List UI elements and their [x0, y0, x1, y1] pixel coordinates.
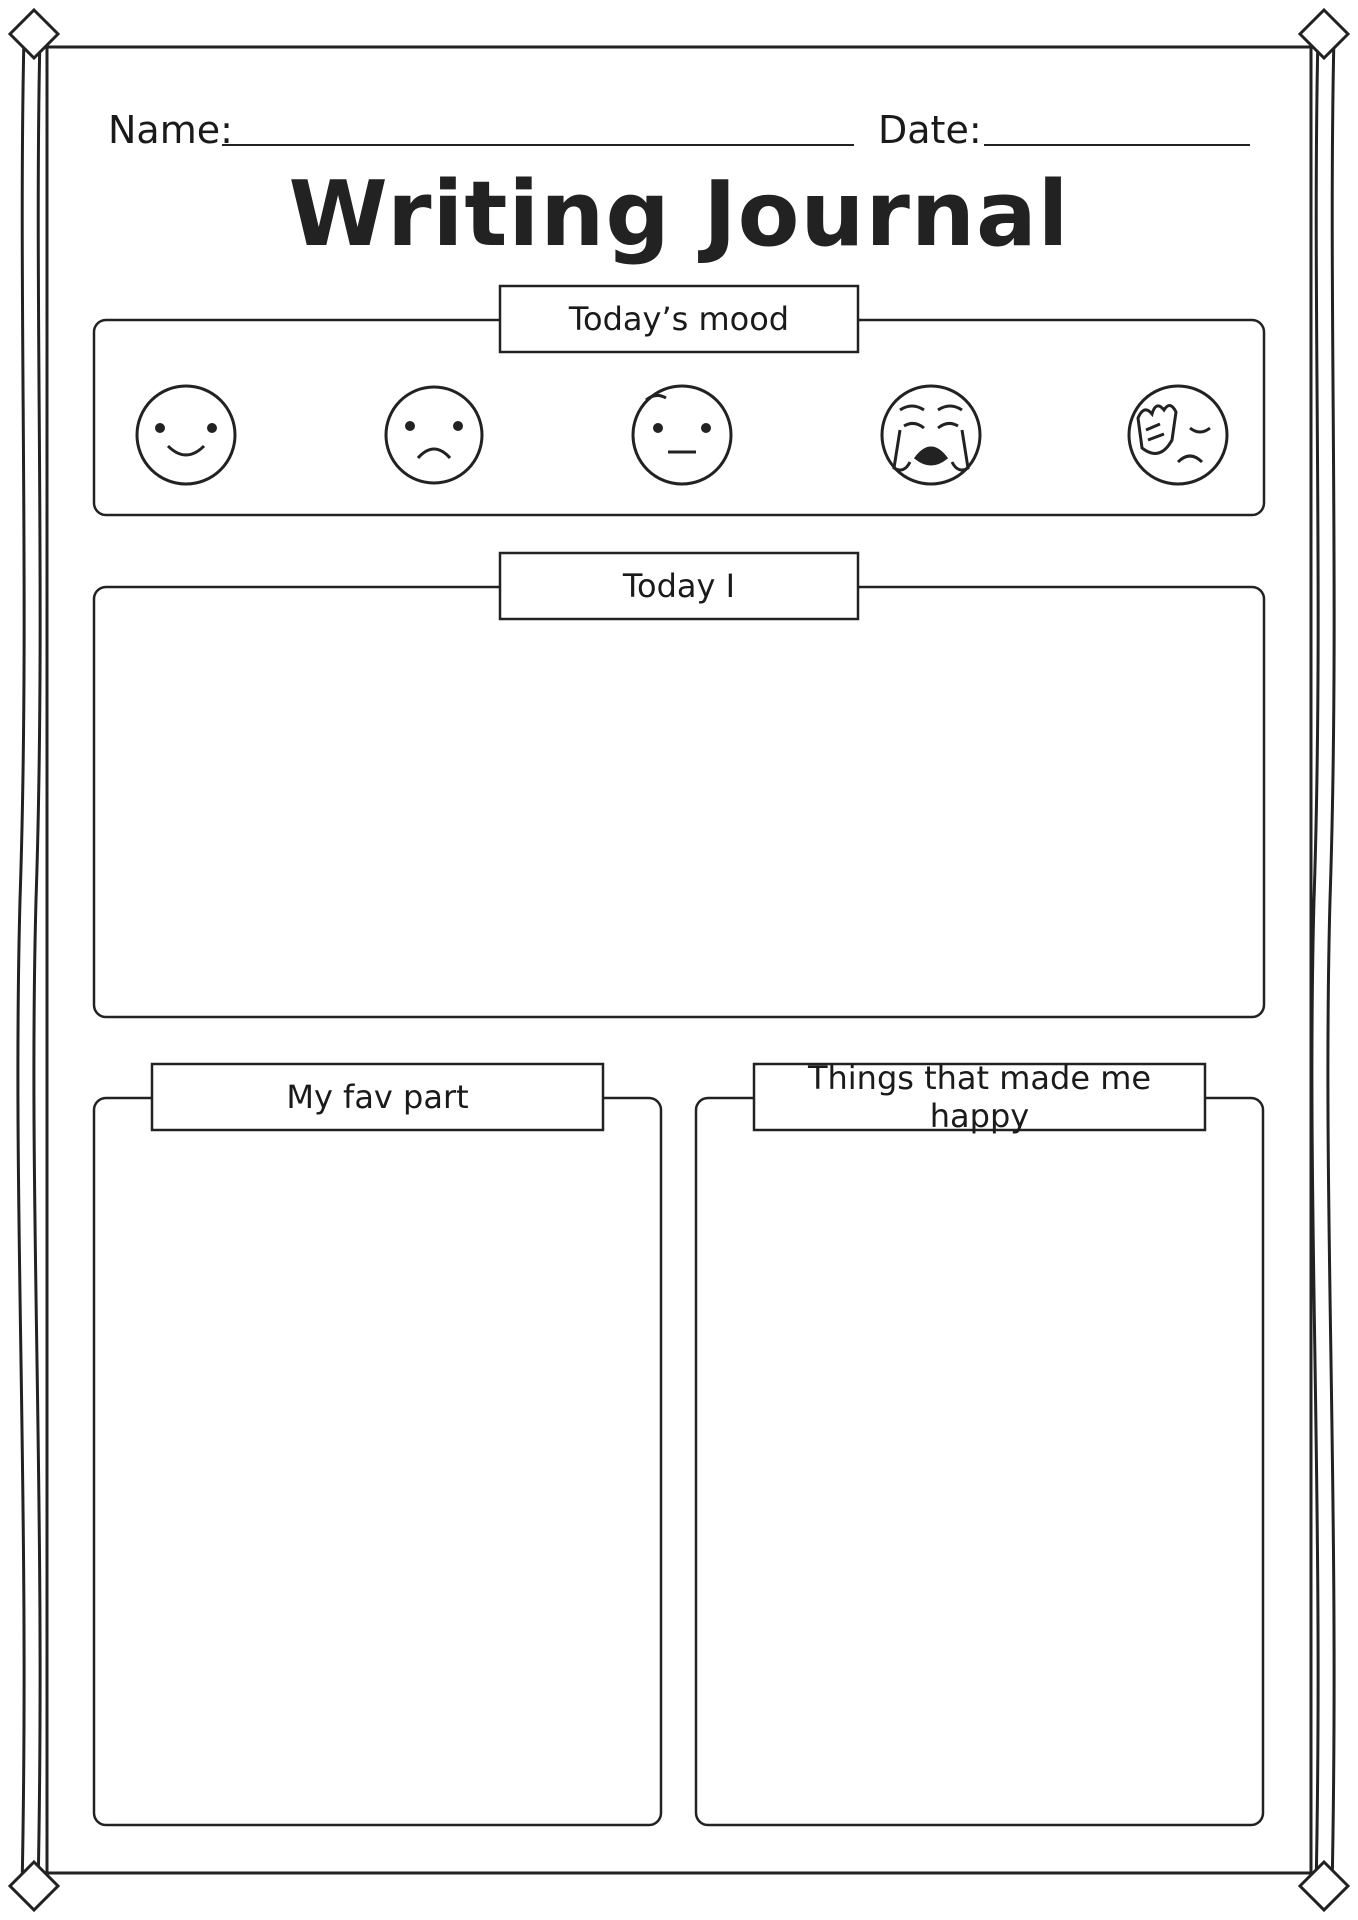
date-label: Date:	[878, 108, 982, 152]
fav-part-writing-area[interactable]	[100, 1136, 655, 1818]
smiling-face-icon	[137, 386, 235, 484]
today-section-label: Today I	[622, 567, 736, 605]
page-title: Writing Journal	[288, 162, 1070, 267]
date-input-line[interactable]	[984, 144, 1250, 146]
today-writing-area[interactable]	[100, 625, 1258, 1010]
sad-face-icon	[386, 387, 482, 483]
name-label: Name:	[108, 108, 233, 152]
fav-part-section-label: My fav part	[286, 1078, 469, 1116]
happy-things-section-label: Things that made me happy	[807, 1059, 1152, 1135]
crying-face-icon	[882, 386, 980, 484]
happy-things-writing-area[interactable]	[702, 1136, 1257, 1818]
neutral-face-icon	[633, 386, 731, 484]
mood-section-label: Today’s mood	[568, 300, 790, 338]
name-input-line[interactable]	[222, 144, 854, 146]
facepalm-face-icon	[1129, 386, 1227, 484]
